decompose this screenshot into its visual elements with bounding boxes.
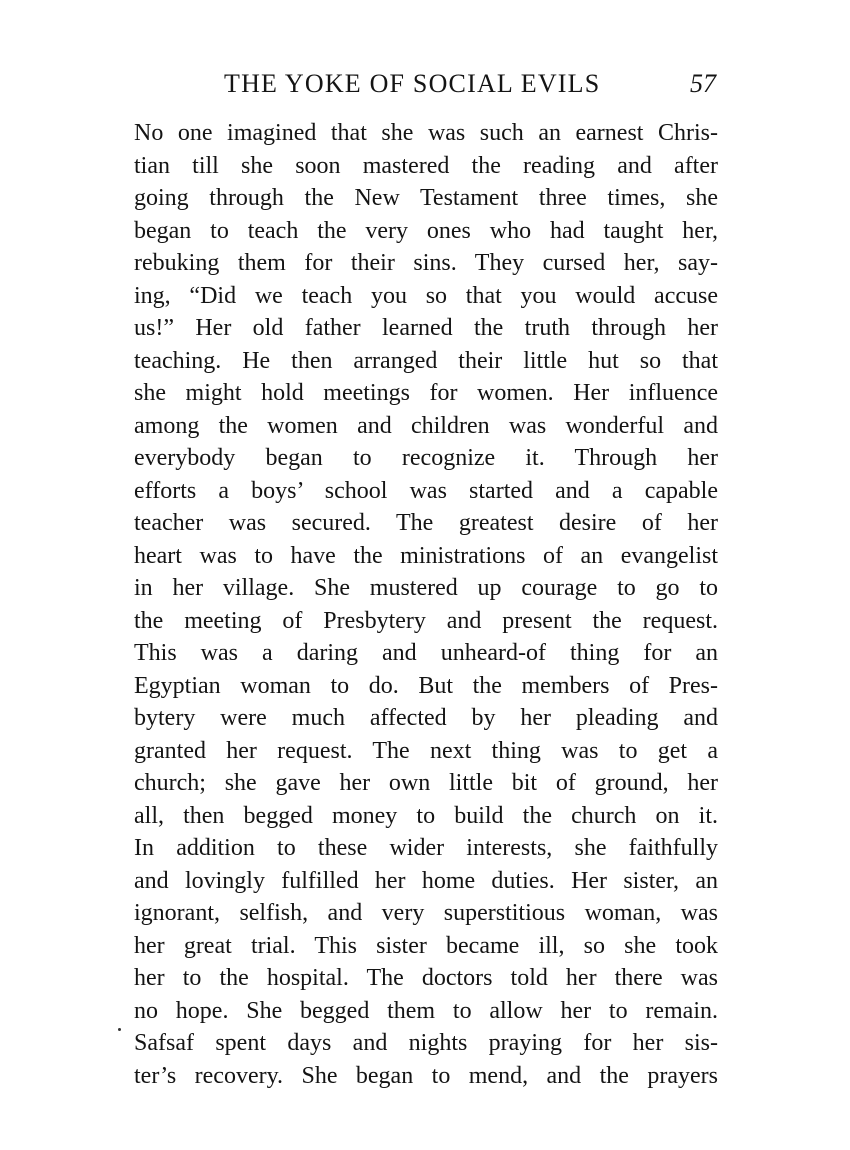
page-number: 57	[690, 69, 716, 98]
text-line: and lovingly fulfilled her home duties. Her sister, an	[134, 867, 718, 894]
text-line: rebuking them for their sins. They cursed her, say-	[134, 250, 718, 276]
text-line: bytery were much affected by her pleading and	[134, 705, 718, 731]
text-line: in her village. She mustered up courage to go to	[134, 575, 718, 601]
text-line: teaching. He then arranged their little hut so that	[134, 347, 718, 374]
text-line: church; she gave her own little bit of ground, her	[134, 770, 718, 796]
text-line: In addition to these wider interests, she faithfully	[134, 835, 718, 861]
text-line: granted her request. The next thing was to get a	[134, 737, 718, 764]
running-header	[134, 66, 718, 102]
text-line: ter’s recovery. She began to mend, and the prayers	[134, 1062, 718, 1089]
chapter-title: THE YOKE OF SOCIAL EVILS	[224, 69, 601, 98]
text-line: her great trial. This sister became ill, so she took	[134, 932, 718, 959]
text-line: Safsaf spent days and nights praying for her sis-	[134, 1030, 718, 1056]
text-line: going through the New Testament three times, she	[134, 185, 718, 211]
text-line: ing, “Did we teach you so that you would accuse	[134, 282, 718, 309]
text-line: tian till she soon mastered the reading and after	[134, 152, 718, 179]
body-text	[134, 117, 718, 1092]
text-line: No one imagined that she was such an earnest Chris-	[134, 120, 718, 146]
text-line: Egyptian woman to do. But the members of Pres-	[134, 672, 718, 699]
text-line: teacher was secured. The greatest desire of her	[134, 510, 718, 536]
text-line: everybody began to recognize it. Through her	[134, 445, 718, 471]
text-line: This was a daring and unheard-of thing for an	[134, 640, 718, 666]
text-line: all, then begged money to build the church on it.	[134, 802, 718, 829]
text-line: her to the hospital. The doctors told her there was	[134, 965, 718, 991]
text-line: us!” Her old father learned the truth through her	[134, 315, 718, 341]
text-line: among the women and children was wonderful and	[134, 412, 718, 439]
text-line: heart was to have the ministrations of an evangelist	[134, 542, 718, 569]
text-line: began to teach the very ones who had taught her,	[134, 217, 718, 244]
text-line: efforts a boys’ school was started and a capable	[134, 477, 718, 504]
text-line: ignorant, selfish, and very superstitious woman, was	[134, 900, 718, 926]
text-line: no hope. She begged them to allow her to remain.	[134, 997, 718, 1024]
scan-speck	[118, 1028, 121, 1031]
text-line: she might hold meetings for women. Her influence	[134, 380, 718, 406]
text-line: the meeting of Presbytery and present the request.	[134, 607, 718, 634]
